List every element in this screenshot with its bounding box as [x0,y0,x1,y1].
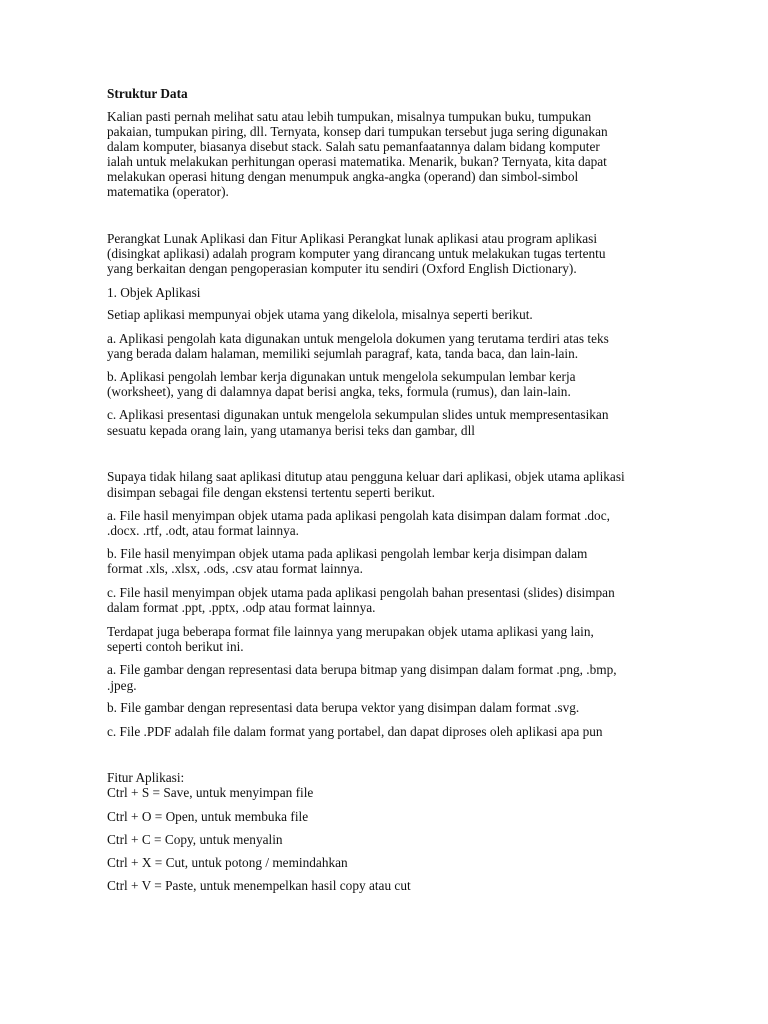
text-line: Ctrl + C = Copy, untuk menyalin [107,832,283,847]
text-line: .jpeg. [107,678,137,693]
text-line: Kalian pasti pernah melihat satu atau lebih tumpukan, misalnya tumpukan buku, tumpukan [107,109,592,124]
text-line: yang berkaitan dengan pengoperasian komputer itu sendiri (Oxford English Dictionary). [107,261,577,276]
text-line: Fitur Aplikasi: [107,770,185,785]
text-line: seperti contoh berikut ini. [107,639,244,654]
text-line: dalam format .ppt, .pptx, .odp atau format lainnya. [107,600,376,615]
text-line: c. File hasil menyimpan objek utama pada aplikasi pengolah bahan presentasi (slides) disimpan [107,585,615,600]
text-line: disimpan sebagai file dengan ekstensi tertentu seperti berikut. [107,485,435,500]
text-line: format .xls, .xlsx, .ods, .csv atau format lainnya. [107,561,363,576]
text-line: (worksheet), yang di dalamnya dapat berisi angka, teks, formula (rumus), dan lain-lain. [107,384,571,399]
text-line: matematika (operator). [107,184,229,199]
document-title: Struktur Data [107,86,188,101]
text-line: b. File gambar dengan representasi data berupa vektor yang disimpan dalam format .svg. [107,700,580,715]
text-line: melakukan operasi hitung dengan menumpuk angka-angka (operand) dan simbol-simbol [107,169,579,184]
text-line: Terdapat juga beberapa format file lainnya yang merupakan objek utama aplikasi yang lain, [107,624,594,639]
text-line: Ctrl + S = Save, untuk menyimpan file [107,785,314,800]
text-line: c. Aplikasi presentasi digunakan untuk mengelola sekumpulan slides untuk mempresentasikan [107,407,609,422]
text-line: (disingkat aplikasi) adalah program komputer yang dirancang untuk melakukan tugas tertentu [107,246,606,261]
text-line: Ctrl + O = Open, untuk membuka file [107,809,309,824]
text-line: dalam komputer, biasanya disebut stack. Salah satu pemanfaatannya dalam bidang komputer [107,139,600,154]
text-line: Setiap aplikasi mempunyai objek utama yang dikelola, misalnya seperti berikut. [107,307,533,322]
text-line: ialah untuk melakukan perhitungan operasi matematika. Menarik, bukan? Ternyata, kita dapat [107,154,607,169]
text-line: Supaya tidak hilang saat aplikasi ditutup atau pengguna keluar dari aplikasi, objek utama aplikasi [107,469,625,484]
text-line: a. Aplikasi pengolah kata digunakan untuk mengelola dokumen yang terutama terdiri atas teks [107,331,609,346]
text-line: c. File .PDF adalah file dalam format yang portabel, dan dapat diproses oleh aplikasi apa pun [107,724,603,739]
text-line: .docx. .rtf, .odt, atau format lainnya. [107,523,300,538]
text-line: Ctrl + V = Paste, untuk menempelkan hasil copy atau cut [107,878,411,893]
text-line: 1. Objek Aplikasi [107,285,201,300]
text-line: a. File gambar dengan representasi data berupa bitmap yang disimpan dalam format .png, .bmp, [107,662,617,677]
text-line: yang berada dalam halaman, memiliki sejumlah paragraf, kata, tanda baca, dan lain-lain. [107,346,579,361]
text-line: a. File hasil menyimpan objek utama pada aplikasi pengolah kata disimpan dalam format .doc, [107,508,610,523]
text-line: sesuatu kepada orang lain, yang utamanya berisi teks dan gambar, dll [107,423,475,438]
text-line: b. File hasil menyimpan objek utama pada aplikasi pengolah lembar kerja disimpan dalam [107,546,588,561]
text-line: Ctrl + X = Cut, untuk potong / memindahkan [107,855,348,870]
text-line: pakaian, tumpukan piring, dll. Ternyata, konsep dari tumpukan tersebut juga sering digunakan [107,124,608,139]
text-line: b. Aplikasi pengolah lembar kerja digunakan untuk mengelola sekumpulan lembar kerja [107,369,576,384]
text-line: Perangkat Lunak Aplikasi dan Fitur Aplikasi Perangkat lunak aplikasi atau program aplikasi [107,231,598,246]
